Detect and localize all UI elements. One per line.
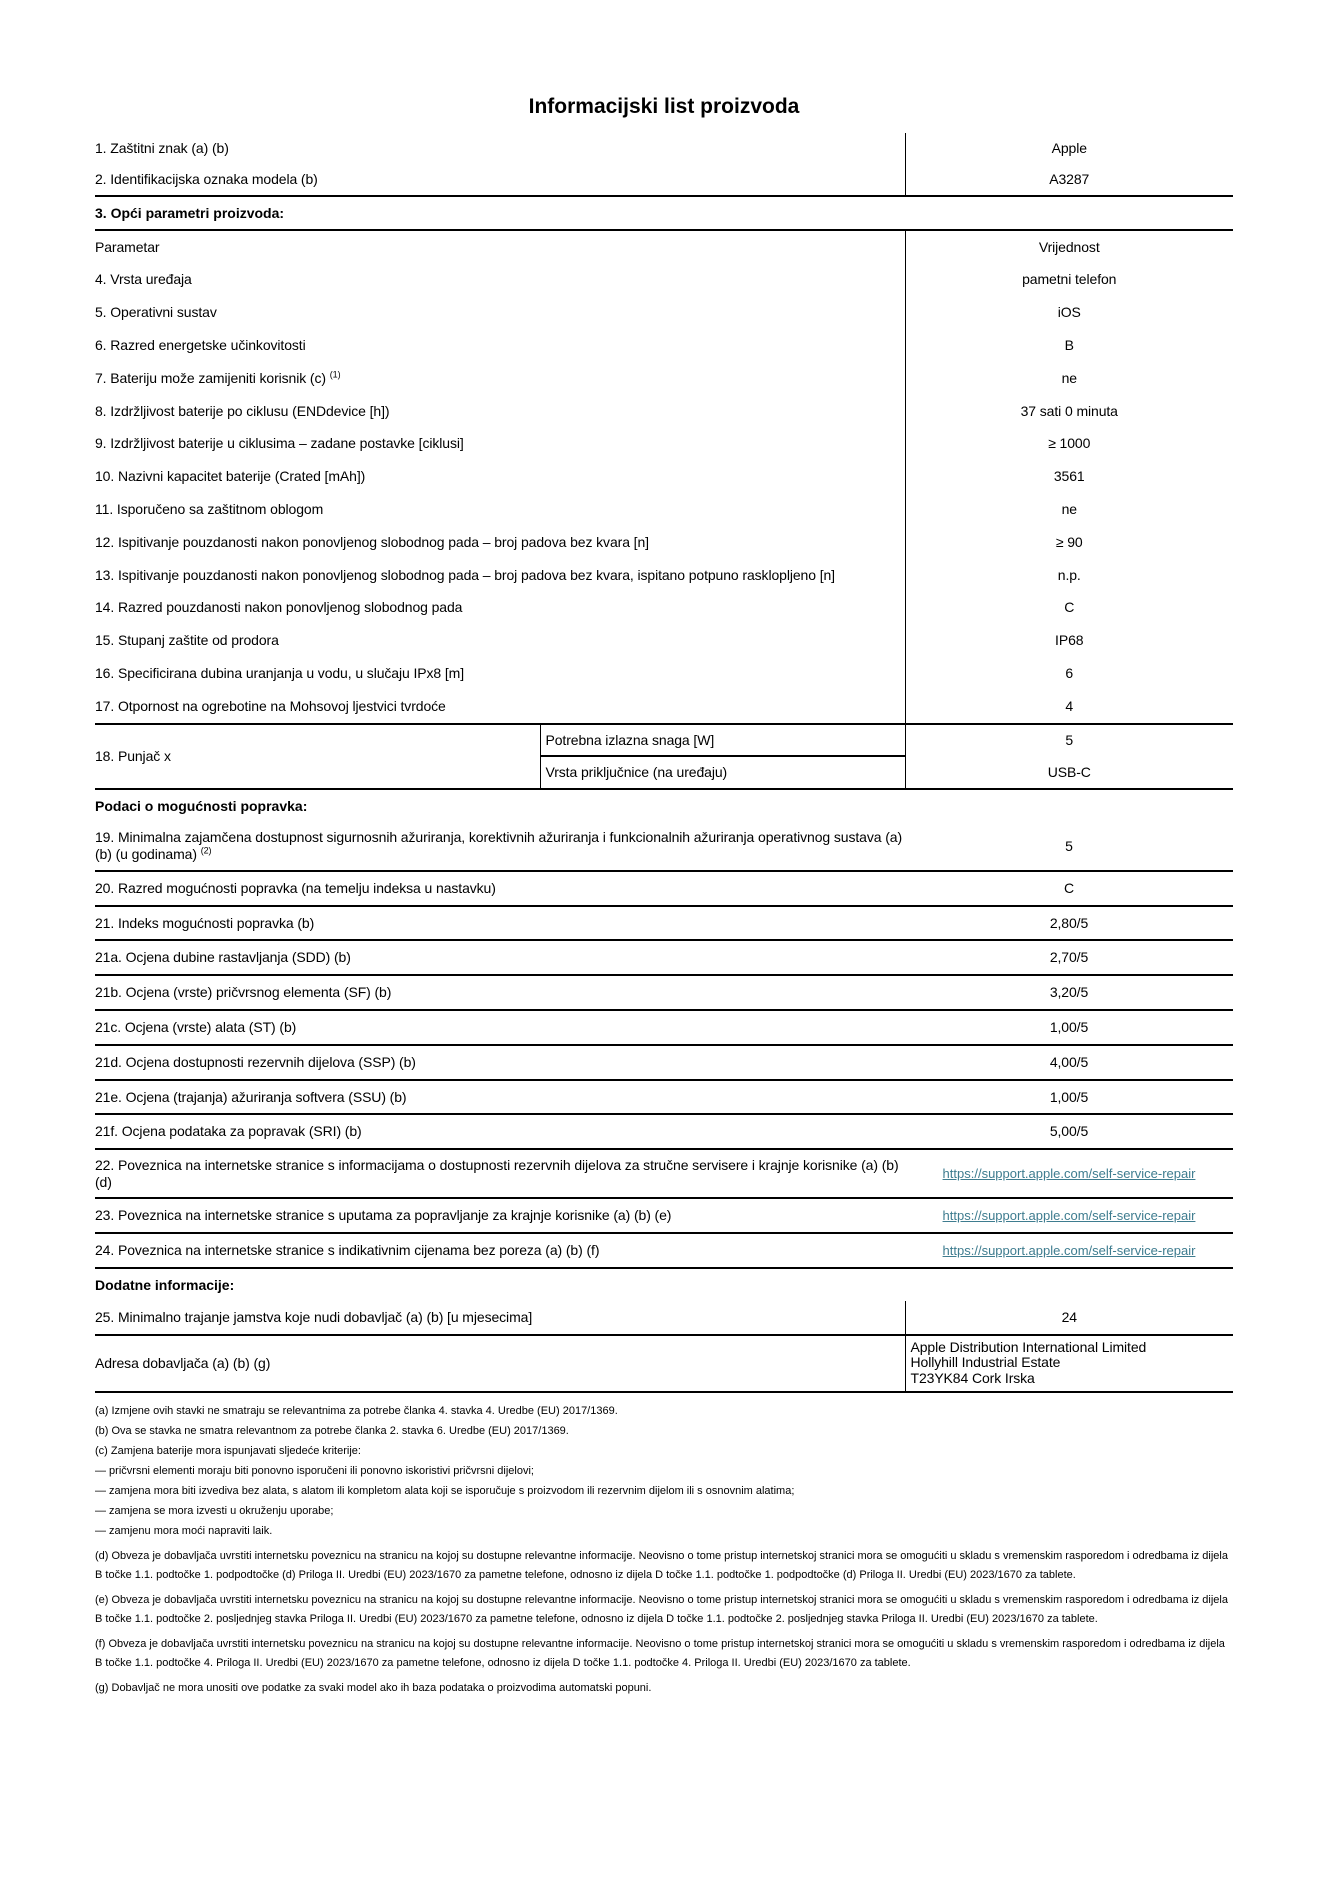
footnotes — [95, 1393, 1233, 1698]
charger-subrow-label: Potrebna izlazna snaga [W] — [540, 725, 905, 757]
row-value: n.p. — [905, 559, 1233, 592]
row-value: 24 — [905, 1301, 1233, 1335]
row-label: 13. Ispitivanje pouzdanosti nakon ponovljenog slobodnog pada – broj padova bez kvara, ispitano potpuno rasklopljeno [n] — [95, 566, 835, 583]
row-value: 4 — [905, 690, 1233, 724]
row-value: A3287 — [905, 164, 1233, 196]
row-label: 19. Minimalna zajamčena dostupnost sigurnosnih ažuriranja, korektivnih ažuriranja i funkcionalnih ažuriranja operativnog sustava (a) (b) (u godinama) $^{(2)}$ — [95, 822, 905, 871]
row-value: B — [905, 329, 1233, 362]
row-value: 5,00/5 — [905, 1114, 1233, 1149]
supplier-address-line: Hollyhill Industrial Estate — [910, 1354, 1061, 1371]
page-title: Informacijski list proizvoda — [528, 95, 800, 118]
row-label: 21f. Ocjena podataka za popravak (SRI) (b) — [95, 1114, 905, 1149]
footnote-c-item: — zamjena mora biti izvediva bez alata, s alatom ili kompletom alata koji se isporučuje s proizvodom ili rezervnim dijelom ili s osnovnim alatima; — [95, 1484, 795, 1497]
section-heading-general: 3. Opći parametri proizvoda: — [95, 197, 1233, 231]
row-value: ≥ 1000 — [905, 427, 1233, 460]
footnote-ref-2: (2) — [200, 845, 212, 856]
row-label: 16. Specificirana dubina uranjanja u vodu, u slučaju IPx8 [m] — [95, 664, 465, 681]
table-row — [95, 296, 1233, 329]
row-label: 20. Razred mogućnosti popravka (na temelju indeksa u nastavku) — [95, 871, 905, 906]
footnote-c-item: — zamjenu mora moći napraviti laik. — [95, 1524, 273, 1537]
supplier-address-line: T23YK84 Cork Irska — [910, 1369, 1035, 1386]
table-row — [95, 1080, 1233, 1115]
section-heading-additional: Dodatne informacije: — [95, 1276, 235, 1293]
footnote-f: (f) Obveza je dobavljača uvrstiti internetsku poveznicu na stranicu na kojoj su dostupne relevantne informacije. Neovisno o tome pristup internetskoj stranici mora se omogućiti u skladu s vremenskim rasporedom i odredbama iz dijela B točke 1.1. podtočke 4. Priloga II. Uredbi (EU) 2023/1670 za pametne telefone, odnosno iz dijela D točke 1.1. podtočke 4. Priloga II. Uredbi (EU) 2023/1670 za tablete. — [95, 1637, 1225, 1669]
row-value: 5 — [905, 822, 1233, 871]
table-row — [95, 1010, 1233, 1045]
row-label: 22. Poveznica na internetske stranice s informacijama o dostupnosti rezervnih dijelova za stručne servisere i krajnje korisnike (a) (b) (d) — [95, 1149, 905, 1198]
row-value: ≥ 90 — [905, 526, 1233, 559]
row-value: 6 — [905, 657, 1233, 690]
repairability-table — [95, 822, 1233, 1269]
row-value: 1,00/5 — [905, 1080, 1233, 1115]
table-row — [95, 591, 1233, 624]
table-row — [95, 164, 1233, 196]
row-label: 21c. Ocjena (vrste) alata (ST) (b) — [95, 1010, 905, 1045]
row-label: 5. Operativni sustav — [95, 304, 217, 321]
charger-subrow-value: 5 — [1065, 732, 1074, 749]
repair-instructions-link[interactable]: https://support.apple.com/self-service-repair — [942, 1208, 1196, 1224]
row-label: 23. Poveznica na internetske stranice s uputama za popravljanje za krajnje korisnike (a) (b) (e) — [95, 1198, 905, 1233]
table-row — [95, 624, 1233, 657]
section-heading-repair: Podaci o mogućnosti popravka: — [95, 798, 308, 815]
table-row — [95, 871, 1233, 906]
table-row — [95, 906, 1233, 941]
charger-table — [95, 725, 1233, 791]
footnote-c: (c) Zamjena baterije mora ispunjavati sljedeće kriterije: — [95, 1444, 361, 1457]
row-label: 4. Vrsta uređaja — [95, 271, 192, 288]
table-row — [95, 657, 1233, 690]
table-row — [95, 263, 1233, 296]
additional-info-table — [95, 1301, 1233, 1393]
sheet-page — [95, 0, 1233, 1698]
row-value — [905, 1233, 1233, 1268]
table-row — [95, 460, 1233, 493]
table-row — [95, 1149, 1233, 1198]
table-row — [95, 822, 1233, 871]
row-label: 11. Isporučeno sa zaštitnom oblogom — [95, 500, 324, 517]
table-row — [95, 1198, 1233, 1233]
table-row — [95, 690, 1233, 724]
row-value: 37 sati 0 minuta — [905, 395, 1233, 428]
row-label: 14. Razred pouzdanosti nakon ponovljenog slobodnog pada — [95, 599, 463, 616]
table-row — [95, 1233, 1233, 1268]
supplier-address — [905, 1335, 1233, 1392]
row-label: 21b. Ocjena (vrste) pričvrsnog elementa (SF) (b) — [95, 975, 905, 1010]
footnote-b: (b) Ova se stavka ne smatra relevantnom za potrebe članka 2. stavka 6. Uredbe (EU) 2017/1369. — [95, 1424, 569, 1437]
table-row — [95, 395, 1233, 428]
row-label: 2. Identifikacijska oznaka modela (b) — [95, 170, 318, 187]
row-label: 17. Otpornost na ogrebotine na Mohsovoj ljestvici tvrdoće — [95, 697, 446, 714]
indicative-prices-link[interactable]: https://support.apple.com/self-service-repair — [942, 1242, 1196, 1258]
row-label: 25. Minimalno trajanje jamstva koje nudi dobavljač (a) (b) [u mjesecima] — [95, 1301, 905, 1335]
footnote-ref-1: (1) — [329, 369, 341, 380]
row-label: 10. Nazivni kapacitet baterije (Crated [mAh]) — [95, 468, 366, 485]
footnote-e: (e) Obveza je dobavljača uvrstiti internetsku poveznicu na stranicu na kojoj su dostupne relevantne informacije. Neovisno o tome pristup internetskoj stranici mora se omogućiti u skladu s vremenskim rasporedom i odredbama iz dijela B točke 1.1. podtočke 2. posljednjeg stavka Priloga II. Uredbi (EU) 2023/1670 za pametne telefone, odnosno iz dijela D točke 1.1. podtočke 2. posljednjeg stavka Priloga II. Uredbi (EU) 2023/1670 za tablete. — [95, 1593, 1228, 1625]
row-value: 3561 — [905, 460, 1233, 493]
column-header-value: Vrijednost — [905, 231, 1233, 264]
row-value: IP68 — [905, 624, 1233, 657]
row-value: 2,70/5 — [905, 940, 1233, 975]
row-value: Apple — [905, 133, 1233, 164]
footnote-a: (a) Izmjene ovih stavki ne smatraju se relevantnima za potrebe članka 4. stavka 4. Uredbe (EU) 2017/1369. — [95, 1404, 618, 1417]
spare-parts-link[interactable]: https://support.apple.com/self-service-repair — [942, 1166, 1196, 1182]
row-label: 12. Ispitivanje pouzdanosti nakon ponovljenog slobodnog pada – broj padova bez kvara [n] — [95, 533, 649, 550]
row-value — [905, 1198, 1233, 1233]
charger-label: 18. Punjač x — [95, 725, 540, 790]
row-label: 8. Izdržljivost baterije po ciklusu (ENDdevice [h]) — [95, 402, 390, 419]
table-row — [95, 427, 1233, 460]
row-label: 7. Bateriju može zamijeniti korisnik (c) $^{(1)}$ — [95, 369, 341, 386]
row-value: iOS — [905, 296, 1233, 329]
row-label: 21a. Ocjena dubine rastavljanja (SDD) (b) — [95, 940, 905, 975]
footnote-d: (d) Obveza je dobavljača uvrstiti internetsku poveznicu na stranicu na kojoj su dostupne relevantne informacije. Neovisno o tome pristup internetskoj stranici mora se omogućiti u skladu s vremenskim rasporedom i odredbama iz dijela B točke 1.1. podtočke 1. podpodtočke (d) Priloga II. Uredbi (EU) 2023/1670 za pametne telefone, odnosno iz dijela D točke 1.1. podtočke 1. podpodtočke (d) Priloga II. Uredbi (EU) 2023/1670 za tablete. — [95, 1549, 1228, 1581]
row-label: 21d. Ocjena dostupnosti rezervnih dijelova (SSP) (b) — [95, 1045, 905, 1080]
row-label: 15. Stupanj zaštite od prodora — [95, 632, 279, 649]
table-row — [95, 725, 1233, 757]
row-value: 4,00/5 — [905, 1045, 1233, 1080]
row-value: 2,80/5 — [905, 906, 1233, 941]
row-value: ne — [905, 362, 1233, 395]
identification-table — [95, 133, 1233, 197]
row-value: pametni telefon — [905, 263, 1233, 296]
row-label: 21e. Ocjena (trajanja) ažuriranja softvera (SSU) (b) — [95, 1080, 905, 1115]
table-row — [95, 1045, 1233, 1080]
row-value: 1,00/5 — [905, 1010, 1233, 1045]
row-label: 21. Indeks mogućnosti popravka (b) — [95, 906, 905, 941]
table-row — [95, 329, 1233, 362]
row-value: 3,20/5 — [905, 975, 1233, 1010]
general-parameters-table — [95, 231, 1233, 725]
table-row — [95, 493, 1233, 526]
table-row — [95, 1301, 1233, 1335]
row-value: ne — [905, 493, 1233, 526]
table-row — [95, 559, 1233, 592]
column-header-param: Parametar — [95, 238, 160, 255]
table-row — [95, 1335, 1233, 1392]
row-label: 1. Zaštitni znak (a) (b) — [95, 140, 229, 156]
table-row — [95, 526, 1233, 559]
supplier-address-line: Apple Distribution International Limited — [910, 1338, 1147, 1355]
row-label: 24. Poveznica na internetske stranice s indikativnim cijenama bez poreza (a) (b) (f) — [95, 1233, 905, 1268]
row-value — [905, 1149, 1233, 1198]
row-label: 9. Izdržljivost baterije u ciklusima – zadane postavke [ciklusi] — [95, 435, 464, 452]
table-row — [95, 133, 1233, 164]
charger-subrow-label: Vrsta priključnice (na uređaju) — [540, 756, 905, 789]
footnote-g: (g) Dobavljač ne mora unositi ove podatke za svaki model ako ih baza podataka o proizvodima automatski popuni. — [95, 1681, 652, 1694]
table-row — [95, 1114, 1233, 1149]
row-label: Adresa dobavljača (a) (b) (g) — [95, 1354, 271, 1371]
row-value: C — [905, 591, 1233, 624]
table-row — [95, 940, 1233, 975]
row-label: 6. Razred energetske učinkovitosti — [95, 336, 306, 353]
table-header-row — [95, 231, 1233, 264]
table-row — [95, 362, 1233, 395]
table-row — [95, 975, 1233, 1010]
charger-subrow-value: USB-C — [1047, 763, 1091, 780]
footnote-c-item: — pričvrsni elementi moraju biti ponovno isporučeni ili ponovno iskoristivi pričvrsni dijelovi; — [95, 1464, 534, 1477]
row-value: C — [905, 871, 1233, 906]
footnote-c-item: — zamjena se mora izvesti u okruženju uporabe; — [95, 1504, 334, 1517]
